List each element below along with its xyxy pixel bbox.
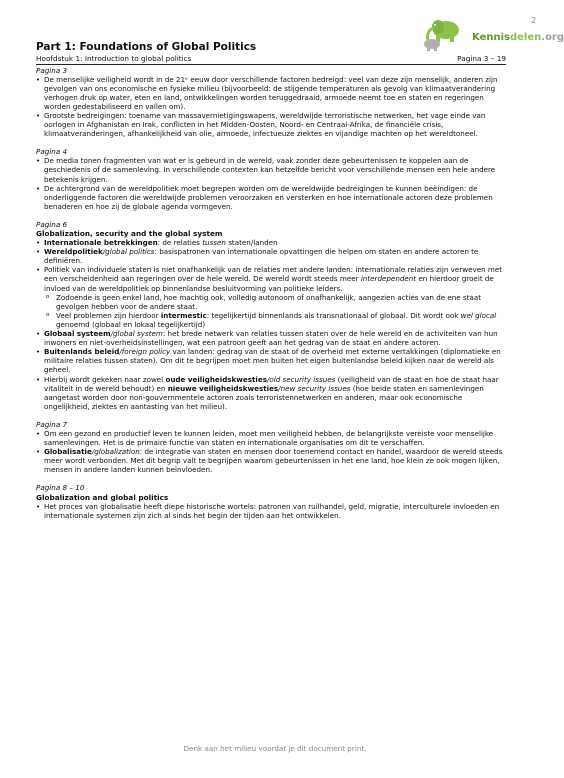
list-item: • Grootste bedreigingen: toename van massavernietigingswapens, wereldwijde terroristische netwerken, het vage einde van oorlogen in Afghanistan en Irak, conflicten in het Midden-Oosten, Noord- en Centraal-Afrika, de financiële crisis, klimaatveranderingen, afhankelijkheid van olie, armoede, infectueuze ziektes en vijandige machten op het wereldtoneel. (36, 110, 486, 139)
sub-list-item: o Zodoende is geen enkel land, hoe machtig ook, volledig autonoom of onafhankelijk, aangezien acties van de ene staat gevolgen hebben voor de andere staat. (46, 292, 482, 311)
list-item: • Politiek van individuele staten is niet onafhankelijk van de relaties met andere landen: internationale relaties zijn verweven met een verscheidenheid aan regeringen over de hele wereld. De wereld wordt steeds meer interdependent en hierdoor groeit de invloed van de wereldpolitiek op binnenlandse besluitvorming van politieke leiders. (36, 265, 503, 293)
page-label-3: Pagina 3 (36, 65, 68, 75)
list-item: • Het proces van globalisatie heeft diepe historische wortels: patronen van ruilhandel, geld, migratie, interculturele invloeden en internationale systemen zijn zich al sinds het begin der tijden aan het ontwikkelen. (36, 501, 500, 520)
bullet-list-p7 (36, 429, 506, 474)
page-label-8-10: Pagina 8 – 10 (36, 483, 85, 493)
page-label-6: Pagina 6 (36, 219, 68, 229)
logo-text: Kennisdelen.org (472, 32, 564, 43)
chapter-header (36, 54, 506, 65)
bullet-list-p3 (36, 75, 506, 139)
sub-list-item: o Veel problemen zijn hierdoor intermestic: tegelijkertijd binnenlands als transnationaal of globaal. Dit wordt ook wel glocal genoemd (globaal en lokaal tegelijkertijd) (46, 310, 497, 329)
list-item: • Globaal systeem/global system: het brede netwerk van relaties tussen staten over de hele wereld en de activiteiten van hun inwoners en niet-overheidsinstellingen, wat een patroon geeft aan het gedrag van de staat en andere actoren. (36, 329, 498, 348)
chapter-title: Hoofdstuk 1: Introduction to global politics (36, 54, 192, 63)
bullet-list-p4 (36, 156, 506, 211)
chapter-page-range: Pagina 3 – 19 (457, 54, 506, 63)
bullet-list-p8 (36, 502, 506, 520)
page-label-4: Pagina 4 (36, 147, 68, 157)
document-body (36, 41, 506, 520)
page-label-7: Pagina 7 (36, 419, 68, 429)
list-item: • Wereldpolitiek/global politics: basispatronen van internationale opvattingen die helpen om staten en andere actoren te definiëren. (36, 247, 479, 266)
list-item: • Om een gezond en productief leven te kunnen leiden, moet men veiligheid hebben, de belangrijkste vereiste voor menselijke samenlevingen. Het is de primaire functie van staten en internationale organisaties om dit te verschaffen. (36, 428, 494, 448)
bullet-list-p6 (36, 238, 506, 411)
list-item: • De achtergrond van de wereldpolitiek moet begrepen worden om de wereldwijde bedreigingen te kunnen beëindigen: de onderliggende factoren die wereldwijde problemen veroorzaken en versterken en hoe internationale actoren deze problemen benaderen en hoe zij de globale agenda vormgeven. (36, 183, 493, 211)
list-item: • De menselijke veiligheid wordt in de 21ᵉ eeuw door verschillende factoren bedreigd: veel van deze zijn menselijk, anderen zijn gevolgen van ons economische en fysieke milieu (bijvoorbeeld: de stijgende temperaturen als gevolg van klimaatverandering verhogen druk op water, eten en land, ontwikkelingen worden teruggedraaid, armoede neemt toe en staten en regeringen worden gedestabiliseerd en vallen om). (36, 74, 498, 111)
list-item: • Buitenlands beleid/foreign policy van landen: gedrag van de staat of de overheid met externe vertakkingen (diplomatieke en militaire relaties tussen staten). Om dit te begrijpen moet men buiten het eigen buitenlandse beleid kijken naar de wereld als geheel. (36, 347, 501, 375)
section-heading: Globalization, security and the global system (36, 229, 223, 238)
list-item: • Globalisatie/globalization: de integratie van staten en mensen door toenemend contact en handel, waardoor de wereld steeds meer wordt verbonden. Met dit begrip valt te begrijpen waarom gebeurtenissen in het ene land, hoe klein ze ook mogen lijken, mensen in andere landen kunnen beïnvloeden. (36, 447, 503, 475)
list-item: • Internationale betrekkingen: de relaties tussen staten/landen (36, 238, 278, 248)
section-heading: Globalization and global politics (36, 492, 169, 502)
list-item: • De media tonen fragmenten van wat er is gebeurd in de wereld, vaak zonder deze gebeurtenissen te koppelen aan de geschiedenis of de samenleving. In verschillende contexten kan hetzelfde bericht voor verschillende mensen een hele andere betekenis krijgen. (36, 156, 496, 184)
page-number: 2 (531, 16, 536, 25)
part-title: Part 1: Foundations of Global Politics (36, 41, 257, 53)
list-item: • Hierbij wordt gekeken naar zowel oude veiligheidskwesties/old security issues (veiligheid van de staat en hoe de staat haar vitaliteit in de wereld behoudt) en nieuwe veiligheidskwesties/new security issues (hoe beide staten en samenlevingen aangetast worden door non-gouvernmentele actoren zoals terroristennetwerken en anderen, maar ook economische ongelijkheid, ziektes en aantasting van het milieu). (36, 374, 499, 411)
page-footer: Denk aan het milieu voordat je dit document print. (183, 744, 367, 753)
